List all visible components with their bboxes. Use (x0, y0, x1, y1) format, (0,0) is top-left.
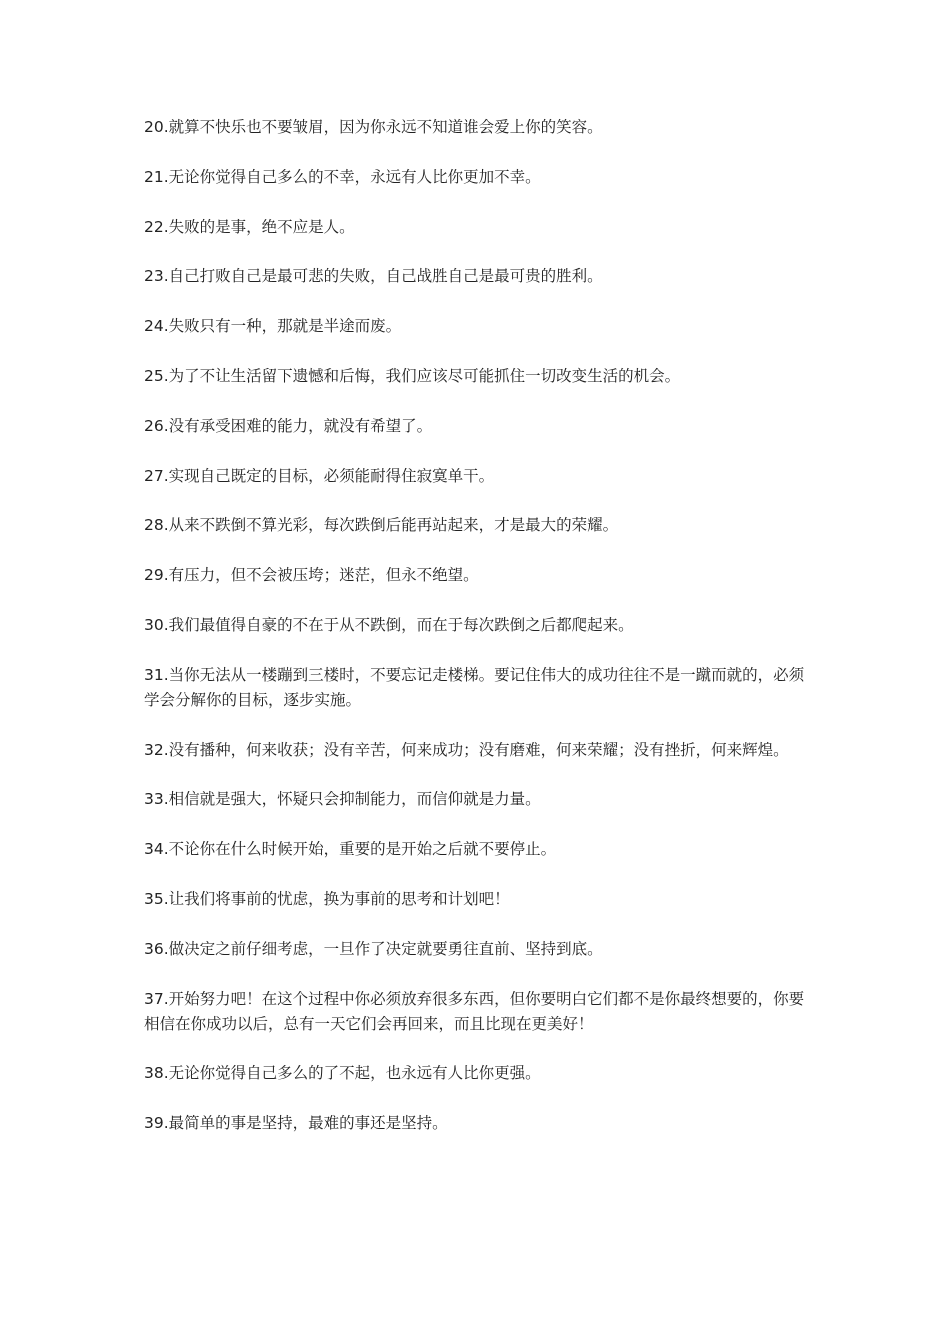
quote-item: 28.从来不跌倒不算光彩，每次跌倒后能再站起来，才是最大的荣耀。 (144, 516, 619, 535)
quote-item: 21.无论你觉得自己多么的不幸，永远有人比你更加不幸。 (144, 167, 541, 186)
quote-list (144, 115, 816, 1161)
quote-item: 29.有压力，但不会被压垮；迷茫，但永不绝望。 (144, 566, 479, 585)
quote-item: 38.无论你觉得自己多么的了不起，也永远有人比你更强。 (144, 1064, 541, 1083)
quote-item: 34.不论你在什么时候开始，重要的是开始之后就不要停止。 (144, 840, 557, 859)
quote-item: 35.让我们将事前的忧虑，换为事前的思考和计划吧！ (144, 889, 510, 908)
quote-item: 23.自己打败自己是最可悲的失败，自己战胜自己是最可贵的胜利。 (144, 267, 603, 286)
quote-item: 25.为了不让生活留下遗憾和后悔，我们应该尽可能抓住一切改变生活的机会。 (144, 366, 681, 385)
quote-item: 37.开始努力吧！在这个过程中你必须放弃很多东西，但你要明白它们都不是你最终想要的，你要相信在你成功以后，总有一天它们会再回来，而且比现在更美好！ (144, 989, 805, 1033)
quote-item: 33.相信就是强大，怀疑只会抑制能力，而信仰就是力量。 (144, 790, 541, 809)
quote-item: 31.当你无法从一楼蹦到三楼时，不要忘记走楼梯。要记住伟大的成功往往不是一蹴而就的，必须学会分解你的目标，逐步实施。 (144, 665, 805, 709)
quote-item: 22.失败的是事，绝不应是人。 (144, 217, 355, 236)
quote-item: 20.就算不快乐也不要皱眉，因为你永远不知道谁会爱上你的笑容。 (144, 118, 603, 136)
quote-item: 39.最简单的事是坚持，最难的事还是坚持。 (144, 1114, 448, 1133)
quote-item: 32.没有播种，何来收获；没有辛苦，何来成功；没有磨难，何来荣耀；没有挫折，何来辉煌。 (144, 740, 789, 759)
quote-item: 24.失败只有一种，那就是半途而废。 (144, 317, 402, 336)
quote-item: 30.我们最值得自豪的不在于从不跌倒，而在于每次跌倒之后都爬起来。 (144, 615, 634, 634)
quote-item: 36.做决定之前仔细考虑，一旦作了决定就要勇往直前、坚持到底。 (144, 939, 603, 958)
quote-item: 26.没有承受困难的能力，就没有希望了。 (144, 416, 433, 435)
quote-item: 27.实现自己既定的目标，必须能耐得住寂寞单干。 (144, 466, 495, 485)
